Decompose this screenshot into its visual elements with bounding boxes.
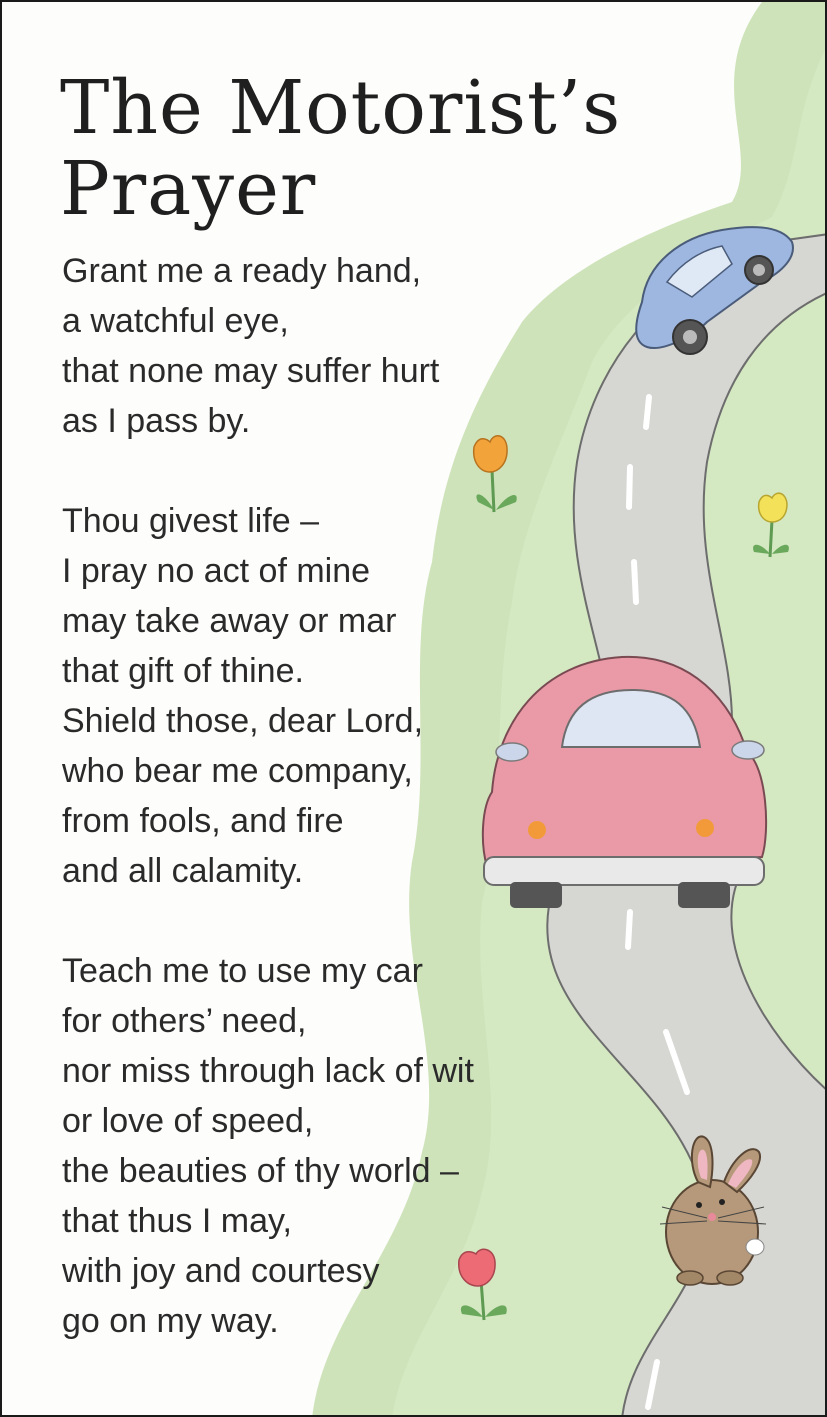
poem-line: nor miss through lack of wit	[62, 1052, 474, 1090]
poem-stanza	[62, 946, 582, 1346]
poem-line: go on my way.	[62, 1302, 279, 1340]
poem-line: Grant me a ready hand,	[62, 252, 422, 290]
poem-title: The Motorist’s Prayer	[60, 65, 622, 233]
poem-line: that thus I may,	[62, 1202, 292, 1240]
poem-line: who bear me company,	[62, 752, 413, 790]
poem-line: from fools, and fire	[62, 802, 344, 840]
poem-line: the beauties of thy world –	[62, 1152, 459, 1190]
poem-line: I pray no act of mine	[62, 552, 371, 590]
poem-line: or love of speed,	[62, 1102, 314, 1140]
poem-stanza	[62, 246, 582, 446]
poem-body	[62, 246, 582, 1396]
poem-line: that gift of thine.	[62, 652, 304, 690]
poem-line: Thou givest life –	[62, 502, 320, 540]
poem-line: a watchful eye,	[62, 302, 289, 340]
poem-line: Shield those, dear Lord,	[62, 702, 424, 740]
poem-line: and all calamity.	[62, 852, 304, 890]
poem-line: may take away or mar	[62, 602, 397, 640]
poem-line: that none may suffer hurt	[62, 352, 440, 390]
poem-stanza	[62, 496, 582, 896]
poem-line: with joy and courtesy	[62, 1252, 380, 1290]
poem-line: Teach me to use my car	[62, 952, 423, 990]
poem-line: for others’ need,	[62, 1002, 307, 1040]
poem-line: as I pass by.	[62, 402, 251, 440]
